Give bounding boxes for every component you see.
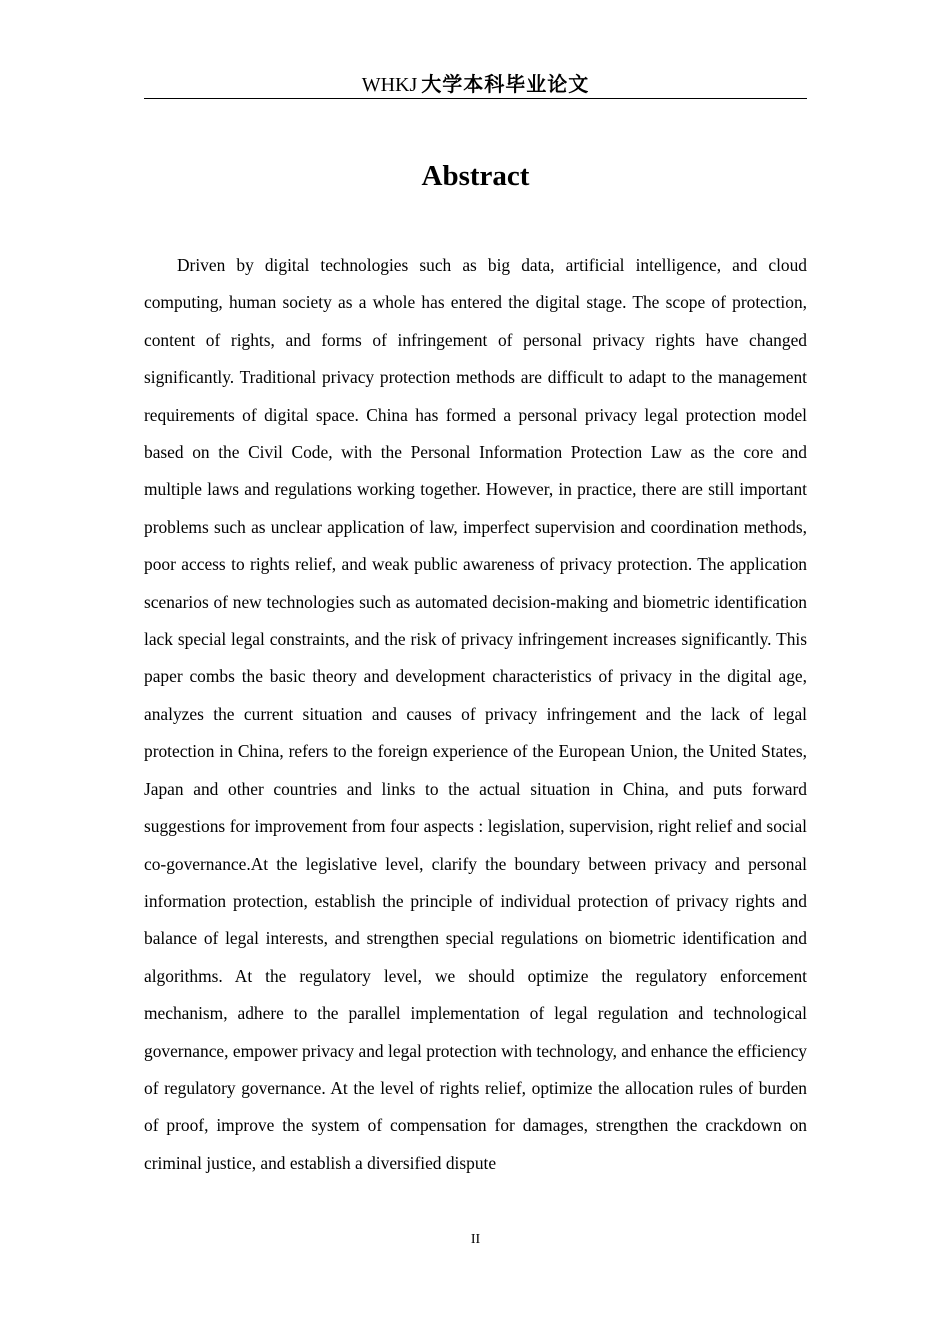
abstract-title: Abstract — [421, 160, 530, 192]
header-institution-code: WHKJ — [361, 74, 418, 96]
running-header — [144, 70, 807, 98]
header-thesis-label: 大学本科毕业论文 — [421, 72, 590, 96]
header-rule — [144, 98, 807, 99]
abstract-body: Driven by digital technologies such as big data, artificial intelligence, and cloud computing, human society as a whole has entered the digital stage. The scope of protection, content of rights, and forms of infringement of personal privacy rights have changed significantly. Traditional privacy protection methods are difficult to adapt to the management requirements of digital space. China has formed a personal privacy legal protection model based on the Civil Code, with the Personal Information Protection Law as the core and multiple laws and regulations working together. However, in practice, there are still important problems such as unclear application of law, imperfect supervision and coordination methods, poor access to rights relief, and weak public awareness of privacy protection. The application scenarios of new technologies such as automated decision-making and biometric identification lack special legal constraints, and the risk of privacy infringement increases significantly. This paper combs the basic theory and development characteristics of privacy in the digital age, analyzes the current situation and causes of privacy infringement and the lack of legal protection in China, refers to the foreign experience of the European Union, the United States, Japan and other countries and links to the actual situation in China, and puts forward suggestions for improvement from four aspects : legislation, supervision, right relief and social co-governance.At the legislative level, clarify the boundary between privacy and personal information protection, establish the principle of individual protection of privacy rights and balance of legal interests, and strengthen special regulations on biometric identification and algorithms. At the regulatory level, we should optimize the regulatory enforcement mechanism, adhere to the parallel implementation of legal regulation and technological governance, empower privacy and legal protection with technology, and enhance the efficiency of regulatory governance. At the level of rights relief, optimize the allocation rules of burden of proof, improve the system of compensation for damages, strengthen the crackdown on criminal justice, and establish a diversified dispute — [144, 255, 807, 1173]
page-number: II — [470, 1232, 481, 1247]
